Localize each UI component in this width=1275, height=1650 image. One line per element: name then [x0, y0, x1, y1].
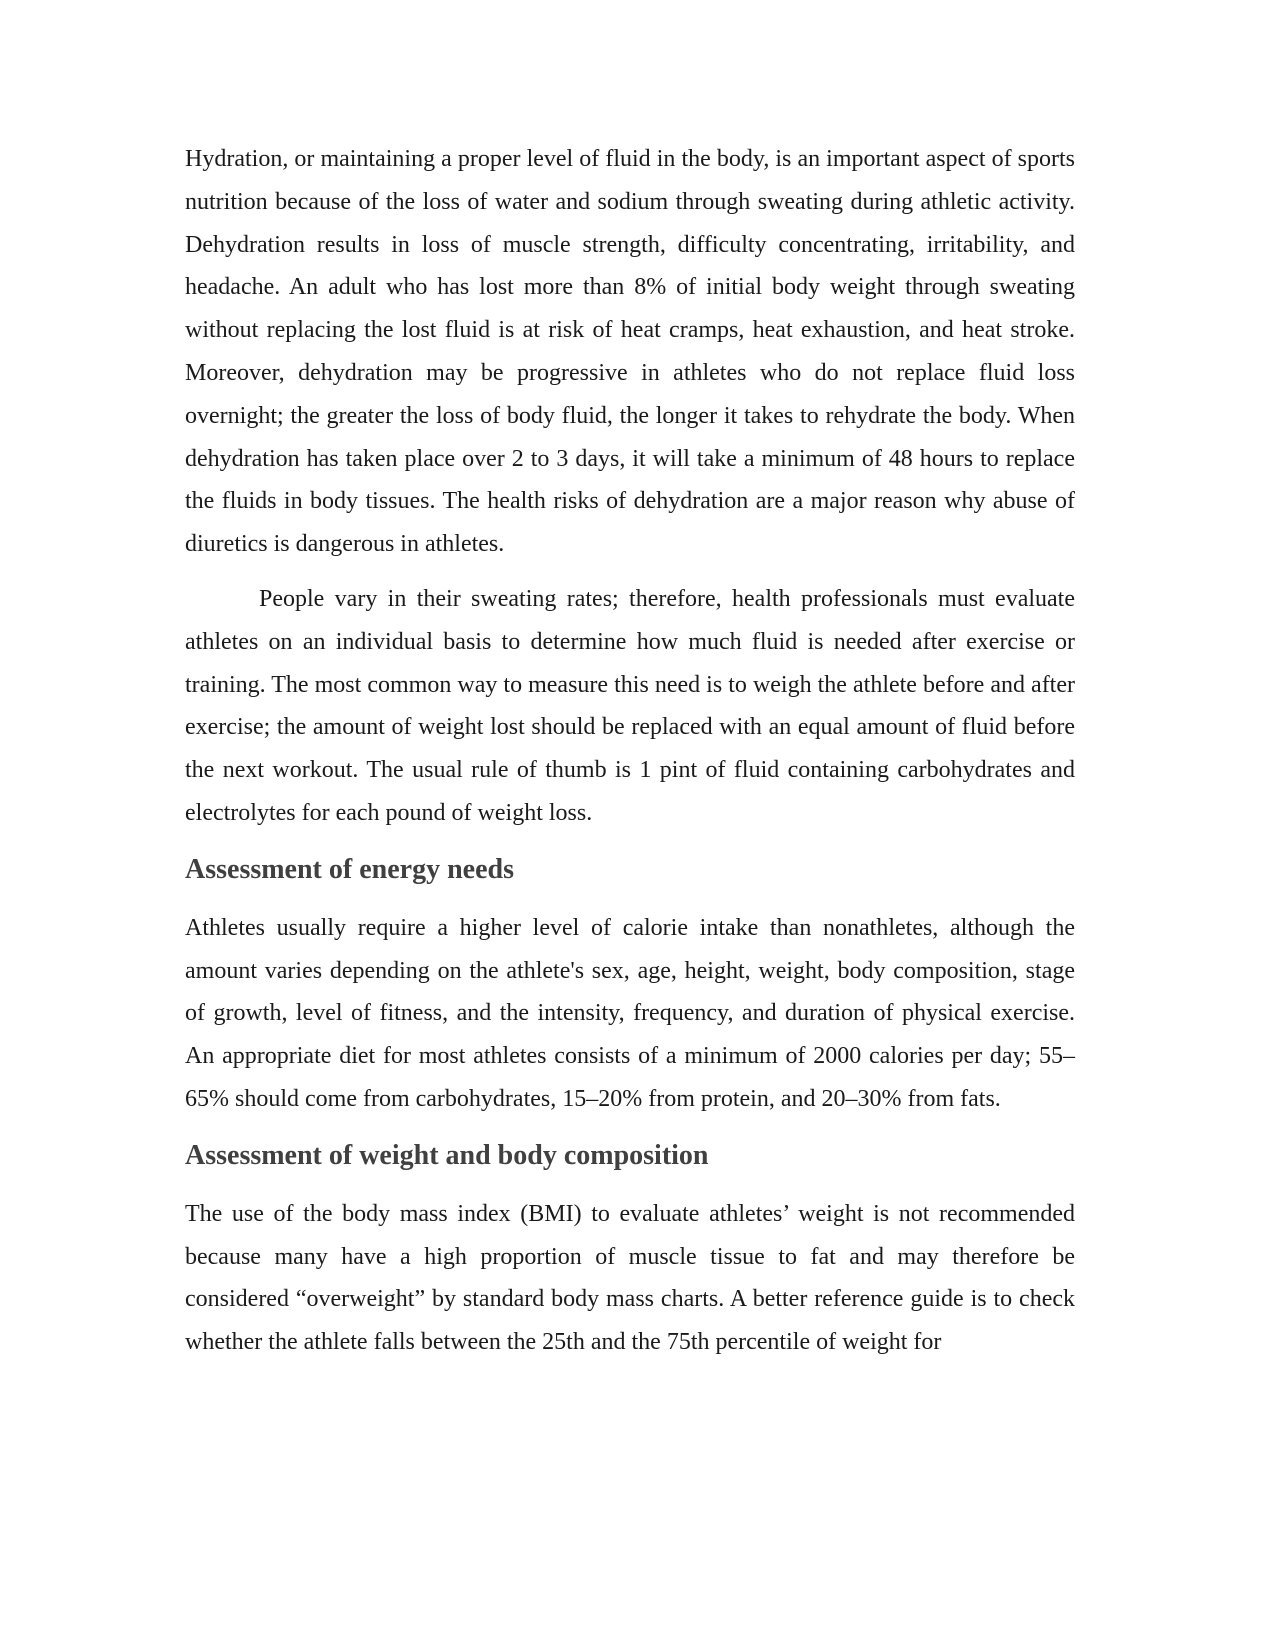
document-page: [185, 138, 1075, 1364]
paragraph-sweating-rates: People vary in their sweating rates; therefore, health professionals must evaluate athletes on an individual basis to determine how much fluid is needed after exercise or training. The most common way to measure this need is to weigh the athlete before and after exercise; the amount of weight lost should be replaced with an equal amount of fluid before the next workout. The usual rule of thumb is 1 pint of fluid containing carbohydrates and electrolytes for each pound of weight loss.: [185, 585, 1075, 826]
paragraph-weight-body-composition: The use of the body mass index (BMI) to evaluate athletes’ weight is not recommended because many have a high proportion of muscle tissue to fat and may therefore be considered “overweight” by standard body mass charts. A better reference guide is to check whether the athlete falls between the 25th and the 75th percentile of weight for: [185, 1200, 1075, 1356]
paragraph-energy-needs: Athletes usually require a higher level of calorie intake than nonathletes, although the amount varies depending on the athlete's sex, age, height, weight, body composition, stage of growth, level of fitness, and the intensity, frequency, and duration of physical exercise. An appropriate diet for most athletes consists of a minimum of 2000 calories per day; 55–65% should come from carbohydrates, 15–20% from protein, and 20–30% from fats.: [185, 914, 1075, 1112]
paragraph-hydration: Hydration, or maintaining a proper level of fluid in the body, is an important aspect of sports nutrition because of the loss of water and sodium through sweating during athletic activity. Dehydration results in loss of muscle strength, difficulty concentrating, irritability, and headache. An adult who has lost more than 8% of initial body weight through sweating without replacing the lost fluid is at risk of heat cramps, heat exhaustion, and heat stroke. Moreover, dehydration may be progressive in athletes who do not replace fluid loss overnight; the greater the loss of body fluid, the longer it takes to rehydrate the body. When dehydration has taken place over 2 to 3 days, it will take a minimum of 48 hours to replace the fluids in body tissues. The health risks of dehydration are a major reason why abuse of diuretics is dangerous in athletes.: [185, 146, 1075, 558]
heading-weight-body-composition: Assessment of weight and body composition: [185, 1139, 709, 1171]
heading-energy-needs: Assessment of energy needs: [185, 853, 514, 885]
